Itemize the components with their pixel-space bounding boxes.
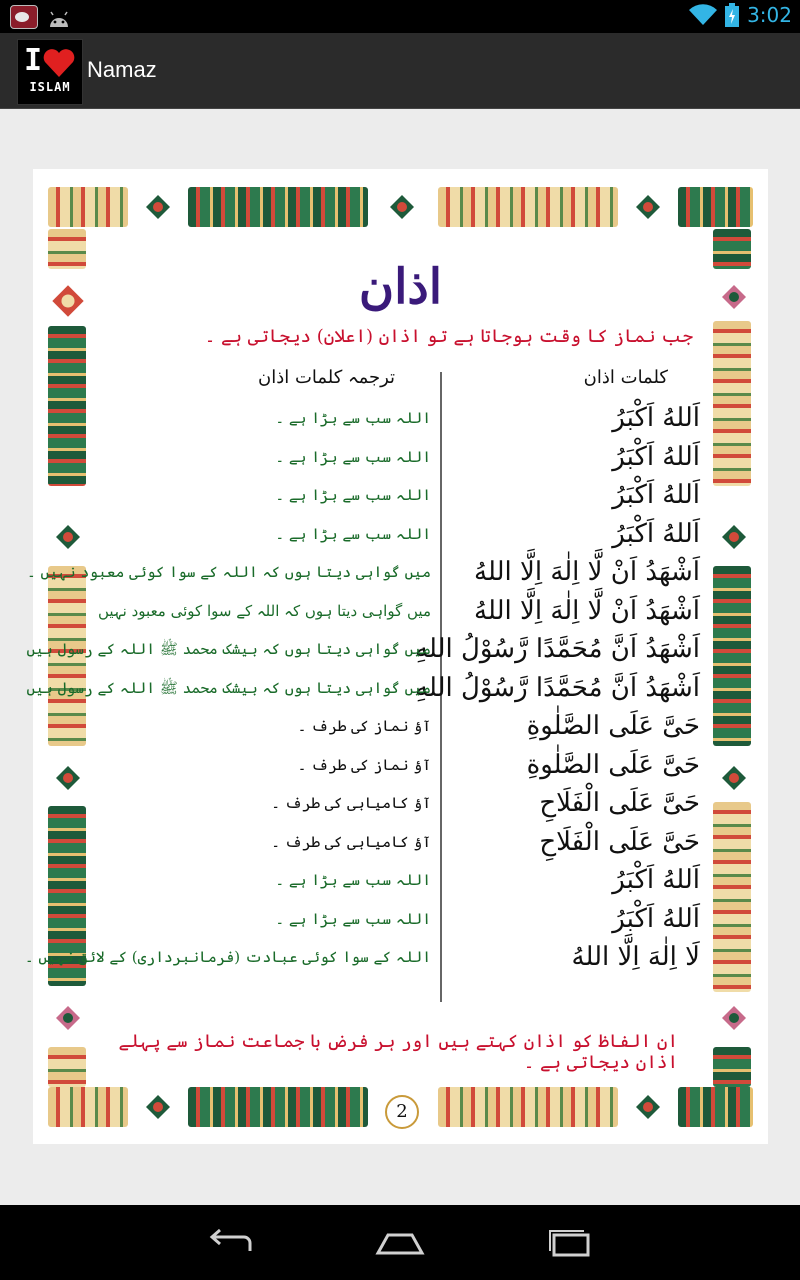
adhan-row xyxy=(33,707,768,746)
page-number: 2 xyxy=(385,1095,419,1129)
arabic-phrase: لَا اِلٰهَ اِلَّا اللهُ xyxy=(571,942,700,972)
rosette-ornament xyxy=(635,194,661,220)
urdu-translation: آؤ کامیابی کی طرف ۔ xyxy=(271,832,431,851)
rosette-ornament xyxy=(145,194,171,220)
border-ornament xyxy=(678,187,753,227)
app-logo[interactable] xyxy=(17,39,83,105)
adhan-rows xyxy=(24,399,768,977)
urdu-translation: میں گواہی دیتا ہوں کہ بیشک محمد ﷺ اللہ کے رسول ہیں xyxy=(26,678,431,697)
urdu-translation: اللہ سب سے بڑا ہے ۔ xyxy=(275,447,431,466)
heart-icon xyxy=(42,48,76,78)
page-intro: جب نماز کا وقت ہوجاتا ہے تو اذان (اعلان) دیجاتی ہے ۔ xyxy=(204,326,693,347)
adhan-row xyxy=(33,399,768,438)
back-icon[interactable] xyxy=(200,1223,260,1263)
arabic-phrase: اَللهُ اَکْبَرُ xyxy=(612,403,700,433)
arabic-phrase: اَللهُ اَکْبَرُ xyxy=(612,518,700,549)
arabic-phrase: اَللهُ اَکْبَرُ xyxy=(612,865,700,895)
adhan-row xyxy=(33,592,768,631)
adhan-row xyxy=(33,784,768,823)
urdu-translation: آؤ نماز کی طرف ۔ xyxy=(297,755,431,774)
column-header-arabic: کلمات اذان xyxy=(583,367,668,388)
border-ornament xyxy=(713,1047,751,1087)
arabic-phrase: اَللهُ اَکْبَرُ xyxy=(612,480,700,510)
adhan-row xyxy=(33,746,768,785)
adhan-row xyxy=(24,938,768,977)
wifi-icon xyxy=(689,4,717,26)
border-ornament xyxy=(188,1087,368,1127)
notification-app-icon xyxy=(10,5,38,29)
urdu-translation: اللہ سب سے بڑا ہے ۔ xyxy=(275,871,431,889)
urdu-translation: آؤ نماز کی طرف ۔ xyxy=(297,717,431,735)
arabic-phrase: حَیَّ عَلَی الصَّلٰوةِ xyxy=(526,711,700,741)
arabic-phrase: حَیَّ عَلَی الْفَلَاحِ xyxy=(539,826,700,857)
adhan-page-image xyxy=(24,169,768,1144)
rosette-ornament xyxy=(389,194,415,220)
adhan-row xyxy=(33,476,768,515)
recents-icon[interactable] xyxy=(540,1223,600,1263)
page-footer-note: ان الفاظ کو اذان کہتے ہیں اور ہر فرض با جماعت نماز سے پہلے اذان دیجاتی ہے ۔ xyxy=(118,1031,678,1073)
urdu-translation: اللہ کے سوا کوئی عبادت (فرمانبرداری) کے لائق نہیں ۔ xyxy=(24,948,431,966)
border-ornament xyxy=(438,187,618,227)
border-ornament xyxy=(678,1087,753,1127)
arabic-phrase: اَللهُ اَکْبَرُ xyxy=(612,903,700,934)
adhan-row xyxy=(33,515,768,554)
arabic-phrase: اَشْهَدُ اَنَّ مُحَمَّدًا رَّسُوْلُ اللهِ xyxy=(415,672,700,703)
rosette-ornament xyxy=(55,1005,81,1031)
app-title: Namaz xyxy=(87,57,157,82)
urdu-translation: اللہ سب سے بڑا ہے ۔ xyxy=(275,524,431,543)
urdu-translation: میں گواہی دیتا ہوں کہ اللہ کے سوا کوئی معبود نہیں xyxy=(97,601,431,620)
border-ornament xyxy=(188,187,368,227)
urdu-translation: اللہ سب سے بڑا ہے ۔ xyxy=(275,486,431,504)
action-bar xyxy=(0,33,800,109)
adhan-row xyxy=(26,669,768,708)
rosette-ornament xyxy=(145,1094,171,1120)
arabic-phrase: حَیَّ عَلَی الصَّلٰوةِ xyxy=(526,749,700,780)
border-ornament xyxy=(438,1087,618,1127)
adhan-row xyxy=(26,553,768,592)
status-time: 3:02 xyxy=(747,3,792,27)
urdu-translation: میں گواہی دیتا ہوں کہ اللہ کے سوا کوئی معبود نہیں ۔ xyxy=(26,563,431,581)
battery-icon xyxy=(725,3,739,27)
adhan-row xyxy=(33,861,768,900)
urdu-translation: اللہ سب سے بڑا ہے ۔ xyxy=(275,409,431,427)
rosette-ornament xyxy=(635,1094,661,1120)
android-icon xyxy=(48,11,70,27)
border-ornament xyxy=(48,1087,128,1127)
urdu-translation: میں گواہی دیتا ہوں کہ بیشک محمد ﷺ اللہ کے رسول ہیں xyxy=(26,640,431,658)
navigation-bar xyxy=(0,1205,800,1280)
adhan-row xyxy=(33,438,768,477)
column-header-translation: ترجمہ کلمات اذان xyxy=(258,367,396,388)
adhan-row xyxy=(33,900,768,939)
arabic-phrase: اَشْهَدُ اَنَّ مُحَمَّدًا رَّسُوْلُ اللهِ xyxy=(415,634,700,664)
home-icon[interactable] xyxy=(370,1223,430,1263)
urdu-translation: آؤ کامیابی کی طرف ۔ xyxy=(271,794,431,812)
status-bar xyxy=(0,0,800,33)
rosette-ornament xyxy=(721,1005,747,1031)
arabic-phrase: اَللهُ اَکْبَرُ xyxy=(612,441,700,472)
arabic-phrase: اَشْهَدُ اَنْ لَّا اِلٰهَ اِلَّا اللهُ xyxy=(474,595,700,626)
urdu-translation: اللہ سب سے بڑا ہے ۔ xyxy=(275,909,431,928)
adhan-row xyxy=(26,630,768,669)
logo-word: ISLAM xyxy=(29,80,71,94)
logo-letter: I xyxy=(24,43,43,78)
arabic-phrase: حَیَّ عَلَی الْفَلَاحِ xyxy=(539,788,700,818)
arabic-phrase: اَشْهَدُ اَنْ لَّا اِلٰهَ اِلَّا اللهُ xyxy=(474,557,700,587)
border-ornament xyxy=(48,1047,86,1087)
adhan-row xyxy=(33,823,768,862)
page-heading: اذان xyxy=(358,259,443,315)
